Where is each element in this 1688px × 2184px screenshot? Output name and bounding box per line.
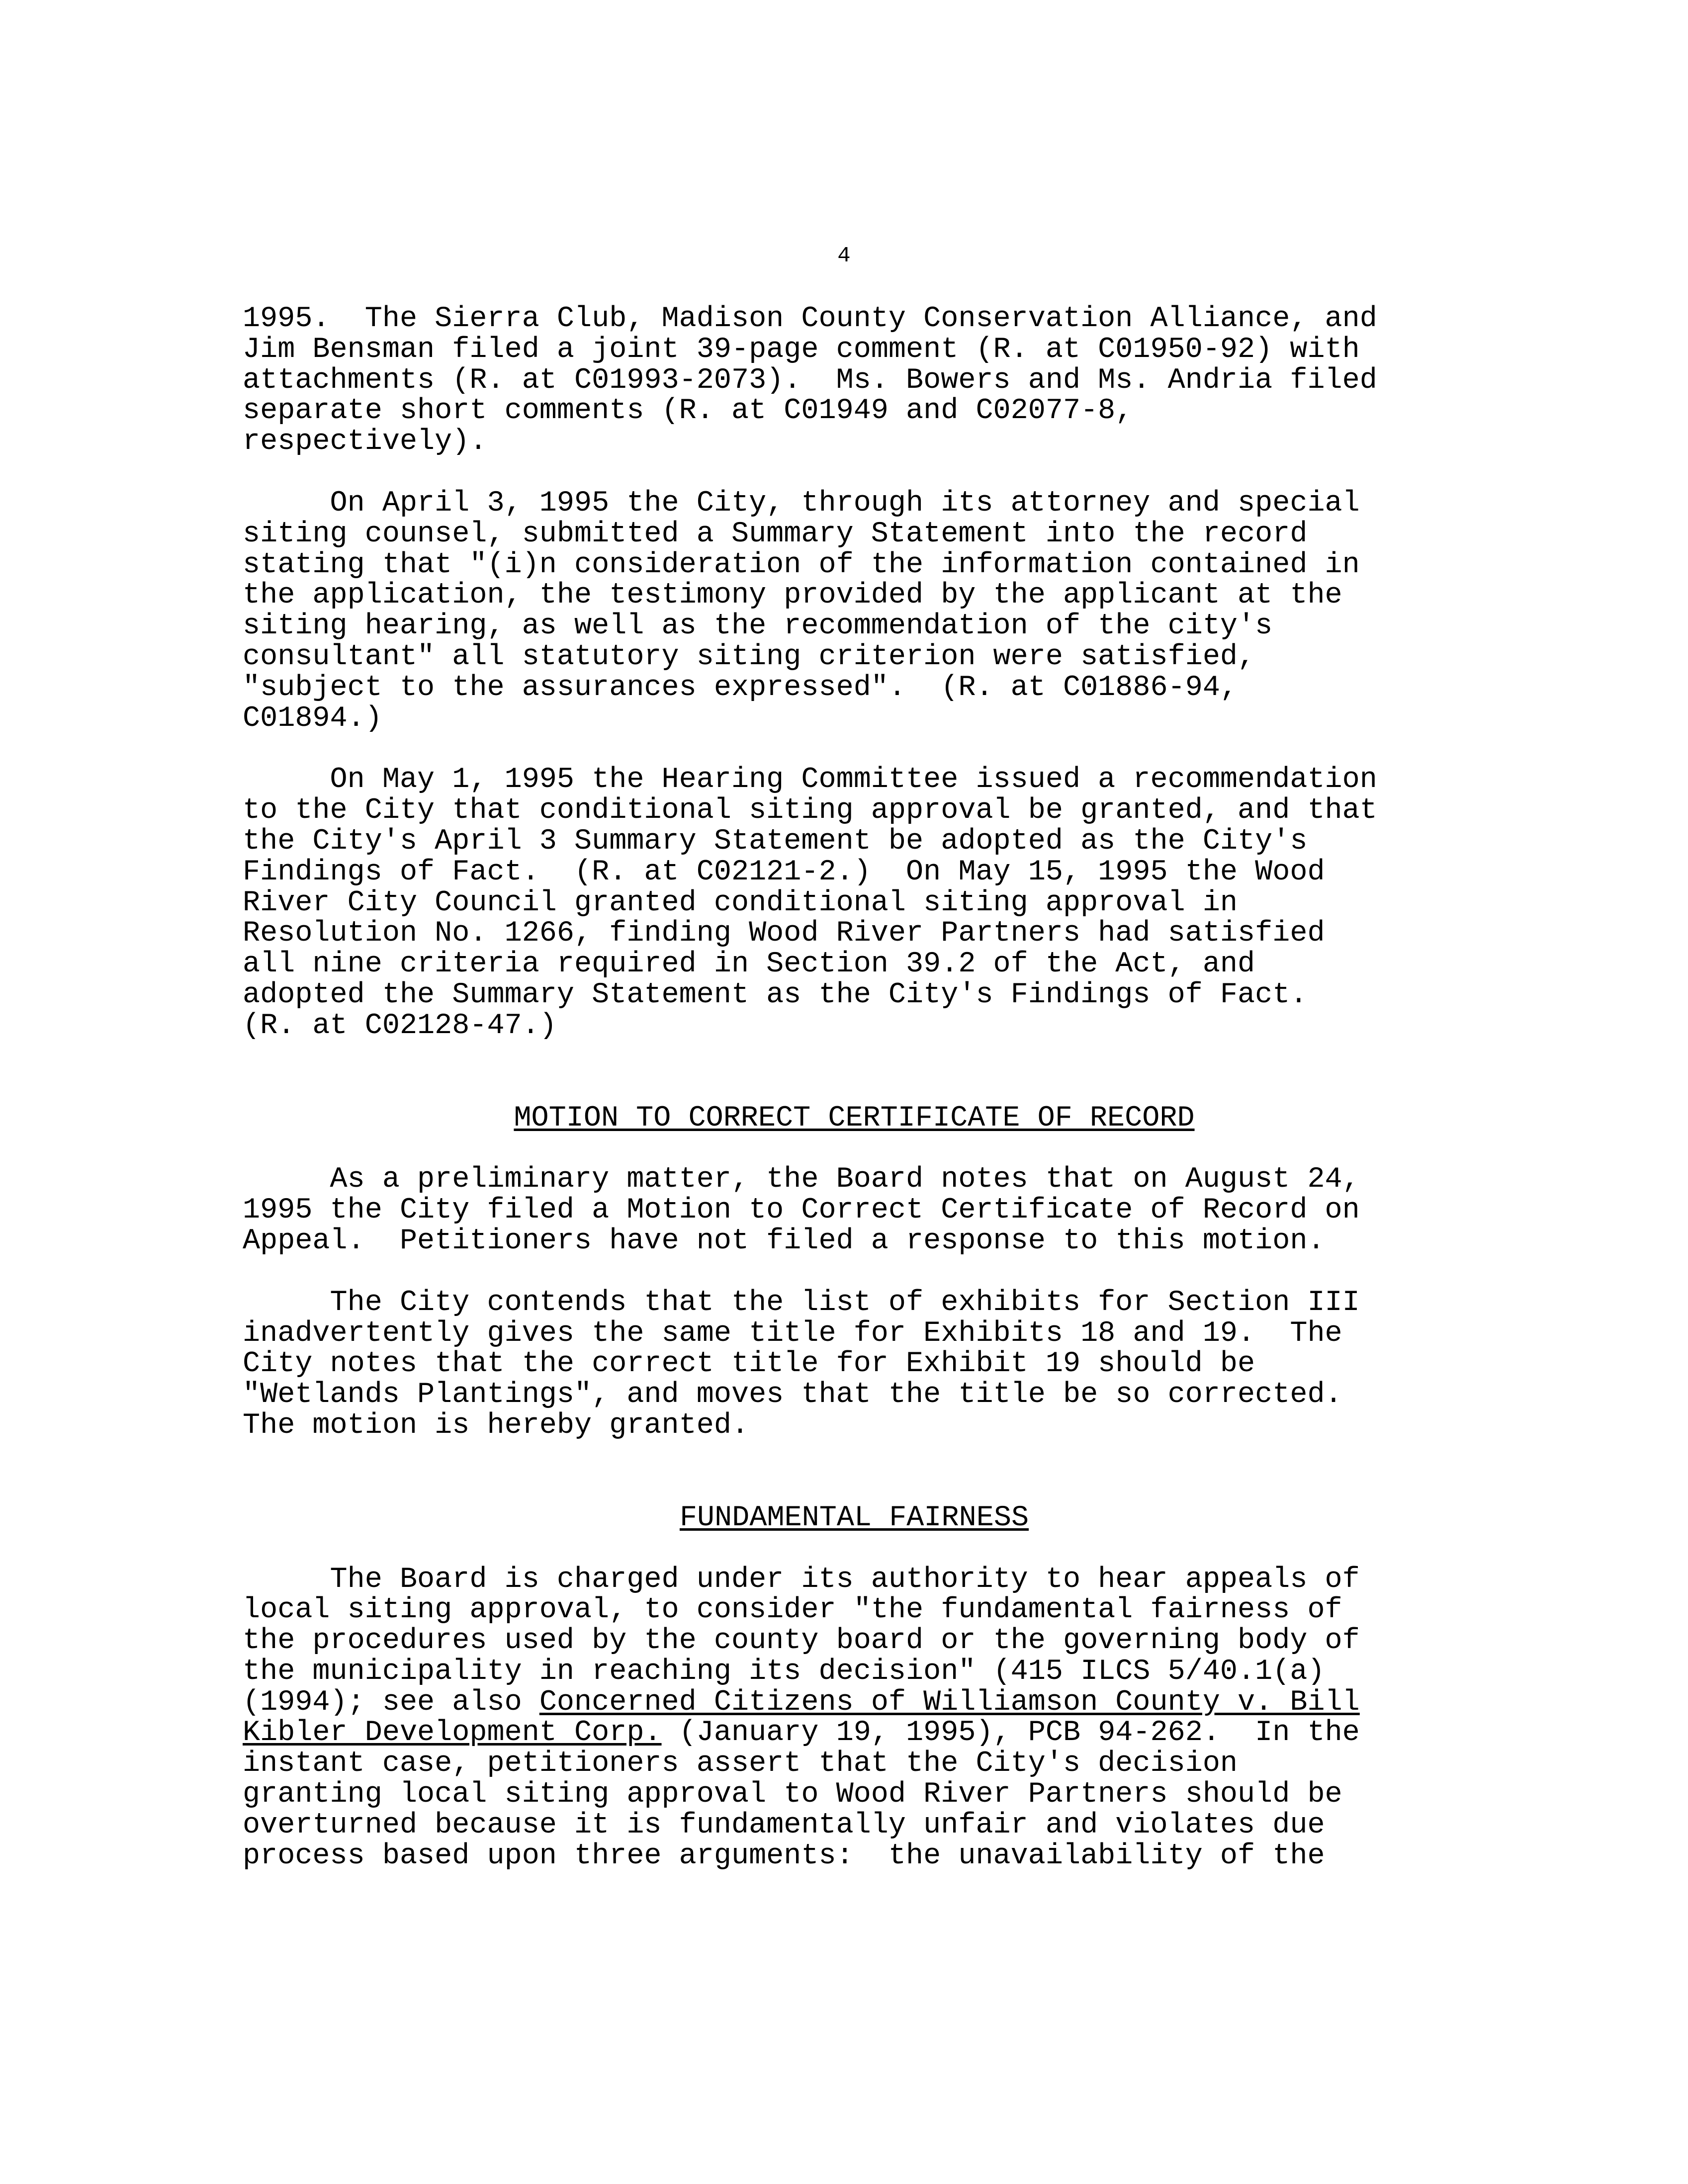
text-line: attachments (R. at C01993-2073). Ms. Bowers and Ms. Andria filed xyxy=(243,363,1377,397)
paragraph-fundamental-fairness xyxy=(243,1564,1466,1871)
text-line: (R. at C02128-47.) xyxy=(243,1008,557,1042)
text-line: inadvertently gives the same title for Exhibits 18 and 19. The xyxy=(243,1316,1342,1350)
text-line: respectively). xyxy=(243,425,487,458)
case-citation: Concerned Citizens of Williamson County v. Bill xyxy=(539,1685,1360,1719)
text-line: (1994); see also xyxy=(243,1685,539,1719)
text-line: The Board is charged under its authority to hear appeals of xyxy=(243,1562,1360,1596)
text-line: 1995. The Sierra Club, Madison County Conservation Alliance, and xyxy=(243,302,1377,335)
text-line: separate short comments (R. at C01949 and C02077-8, xyxy=(243,394,1133,428)
paragraph-hearing-committee xyxy=(243,764,1466,1041)
paragraph-filed-comments xyxy=(243,303,1466,457)
text-line: Resolution No. 1266, finding Wood River Partners had satisfied xyxy=(243,916,1325,950)
text-line: "subject to the assurances expressed". (R. at C01886-94, xyxy=(243,670,1238,704)
text-line: Jim Bensman filed a joint 39-page comment (R. at C01950-92) with xyxy=(243,332,1360,366)
paragraph-exhibit-title xyxy=(243,1287,1466,1441)
text-line: adopted the Summary Statement as the City's Findings of Fact. xyxy=(243,977,1308,1011)
text-line: The City contends that the list of exhibits for Section III xyxy=(243,1285,1360,1319)
section-heading-motion: MOTION TO CORRECT CERTIFICATE OF RECORD xyxy=(514,1101,1195,1135)
case-citation: Kibler Development Corp. xyxy=(243,1716,662,1749)
text-line: process based upon three arguments: the unavailability of the xyxy=(243,1838,1325,1872)
text-line: the City's April 3 Summary Statement be adopted as the City's xyxy=(243,824,1308,858)
text-line: consultant" all statutory siting criterion were satisfied, xyxy=(243,639,1255,673)
text-line: siting counsel, submitted a Summary Statement into the record xyxy=(243,517,1308,550)
text-line: C01894.) xyxy=(243,701,382,735)
text-line: City notes that the correct title for Exhibit 19 should be xyxy=(243,1347,1255,1381)
text-line: As a preliminary matter, the Board notes that on August 24, xyxy=(243,1162,1360,1196)
paragraph-preliminary-matter xyxy=(243,1164,1466,1256)
text-line: stating that "(i)n consideration of the information contained in xyxy=(243,547,1360,581)
paragraph-summary-statement xyxy=(243,488,1466,733)
text-line: all nine criteria required in Section 39.2 of the Act, and xyxy=(243,947,1255,981)
text-line: granting local siting approval to Wood River Partners should be xyxy=(243,1777,1342,1811)
text-line: Findings of Fact. (R. at C02121-2.) On May 15, 1995 the Wood xyxy=(243,855,1325,888)
text-line: instant case, petitioners assert that the City's decision xyxy=(243,1747,1238,1780)
text-line: Appeal. Petitioners have not filed a response to this motion. xyxy=(243,1223,1325,1257)
text-line: (January 19, 1995), PCB 94-262. In the xyxy=(661,1716,1360,1749)
document-body xyxy=(243,303,1466,1871)
text-line: "Wetlands Plantings", and moves that the title be so corrected. xyxy=(243,1378,1342,1411)
text-line: to the City that conditional siting approval be granted, and that xyxy=(243,793,1377,827)
text-line: the procedures used by the county board or the governing body of xyxy=(243,1624,1360,1658)
text-line: the application, the testimony provided by the applicant at the xyxy=(243,578,1342,612)
text-line: the municipality in reaching its decision" (415 ILCS 5/40.1(a) xyxy=(243,1654,1325,1688)
section-heading-fundamental-fairness: FUNDAMENTAL FAIRNESS xyxy=(679,1500,1029,1534)
text-line: On May 1, 1995 the Hearing Committee issued a recommendation xyxy=(243,763,1377,796)
text-line: local siting approval, to consider "the fundamental fairness of xyxy=(243,1593,1342,1627)
text-line: overturned because it is fundamentally unfair and violates due xyxy=(243,1808,1325,1841)
text-line: siting hearing, as well as the recommendation of the city's xyxy=(243,609,1273,643)
text-line: On April 3, 1995 the City, through its attorney and special xyxy=(243,486,1360,520)
text-line: 1995 the City filed a Motion to Correct Certificate of Record on xyxy=(243,1193,1360,1227)
text-line: River City Council granted conditional siting approval in xyxy=(243,885,1238,919)
text-line: The motion is hereby granted. xyxy=(243,1408,749,1442)
page-number: 4 xyxy=(837,244,851,268)
